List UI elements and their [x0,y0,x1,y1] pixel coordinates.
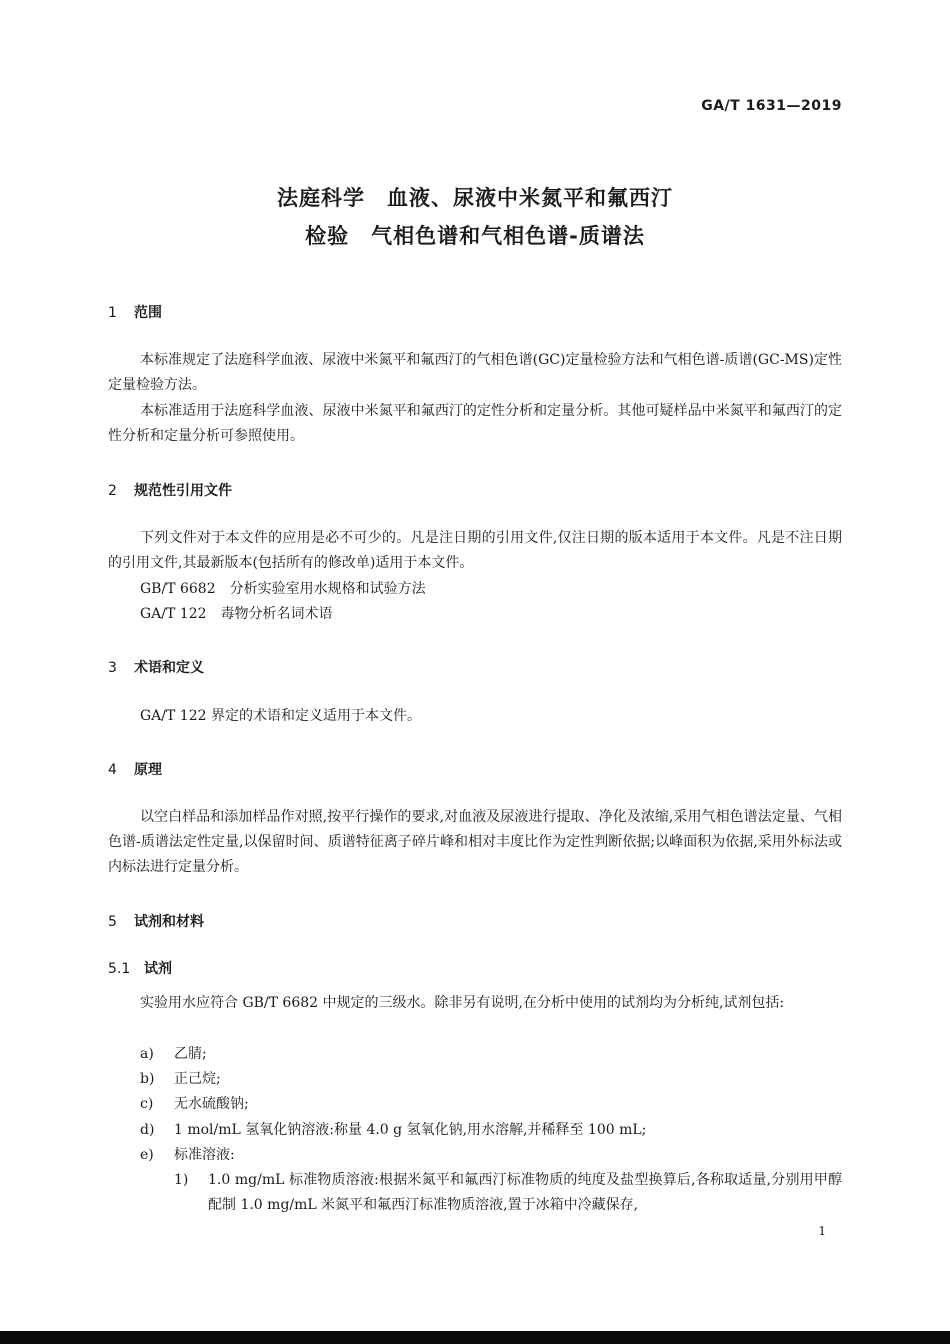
sub-list-item [174,1168,842,1218]
list-marker: a) [140,1046,154,1062]
list-item [140,1092,249,1117]
section-number: 1 [108,305,117,321]
section-title: 术语和定义 [134,660,204,676]
list-item [140,1067,221,1092]
list-text: 1 mol/mL 氢氧化钠溶液:称量 4.0 g 氢氧化钠,用水溶解,并稀释至 100 mL; [174,1122,647,1138]
section-number: 2 [108,483,117,499]
list-text: 无水硫酸钠; [174,1096,249,1112]
section-title: 试剂和材料 [134,914,204,930]
sub-list-text: 1.0 mg/mL 标准物质溶液:根据米氮平和氟西汀标准物质的纯度及盐型换算后,各称取适量,分别用甲醇配制 1.0 mg/mL 米氮平和氟西汀标准物质溶液,置于冰箱中冷藏保存, [208,1172,842,1213]
subsection-title: 试剂 [144,961,172,977]
section-heading-scope [108,302,162,322]
section-number: 3 [108,660,117,676]
section-title: 原理 [134,762,162,778]
section-number: 5 [108,914,117,930]
list-marker: b) [140,1071,155,1087]
section-heading-terms-definitions [108,657,204,677]
subsection-number: 5.1 [108,961,131,977]
list-item [140,1042,207,1067]
list-text: 正己烷; [174,1071,221,1087]
sub-list-marker: 1) [174,1172,189,1188]
document-title-line2: 检验 气相色谱和气相色谱-质谱法 [305,224,645,248]
subsection-heading-reagents [108,958,172,978]
section-title: 范围 [134,305,162,321]
document-title-line1: 法庭科学 血液、尿液中米氮平和氟西汀 [277,186,673,210]
reference-item: GB/T 6682 分析实验室用水规格和试验方法 [140,581,426,597]
section-title: 规范性引用文件 [134,483,232,499]
list-marker: e) [140,1147,154,1163]
page-number: 1 [818,1224,826,1238]
section-heading-normative-references [108,480,232,500]
section-heading-reagents-materials [108,911,204,931]
paragraph: 本标准适用于法庭科学血液、尿液中米氮平和氟西汀的定性分析和定量分析。其他可疑样品中米氮平和氟西汀的定性分析和定量分析可参照使用。 [108,403,842,444]
paragraph: 实验用水应符合 GB/T 6682 中规定的三级水。除非另有说明,在分析中使用的试剂均为分析纯,试剂包括: [140,995,785,1011]
list-text: 标准溶液: [174,1147,235,1163]
page-bottom-edge [0,1331,950,1344]
standard-code: GA/T 1631—2019 [701,98,842,114]
reference-item: GA/T 122 毒物分析名词术语 [140,606,333,622]
paragraph: 本标准规定了法庭科学血液、尿液中米氮平和氟西汀的气相色谱(GC)定量检验方法和气相色谱-质谱(GC-MS)定性定量检验方法。 [108,352,842,393]
list-text: 乙腈; [174,1046,207,1062]
list-item [140,1143,235,1168]
section-heading-principle [108,759,162,779]
paragraph: 以空白样品和添加样品作对照,按平行操作的要求,对血液及尿液进行提取、净化及浓缩,采用气相色谱法定量、气相色谱-质谱法定性定量,以保留时间、质谱特征离子碎片峰和相对丰度比作为定性判断依据;以峰面积为依据,采用外标法或内标法进行定量分析。 [108,809,842,875]
section-number: 4 [108,762,117,778]
list-marker: d) [140,1122,155,1138]
paragraph: 下列文件对于本文件的应用是必不可少的。凡是注日期的引用文件,仅注日期的版本适用于本文件。凡是不注日期的引用文件,其最新版本(包括所有的修改单)适用于本文件。 [108,530,842,571]
list-item [140,1118,646,1143]
paragraph: GA/T 122 界定的术语和定义适用于本文件。 [140,708,421,724]
list-marker: c) [140,1096,154,1112]
